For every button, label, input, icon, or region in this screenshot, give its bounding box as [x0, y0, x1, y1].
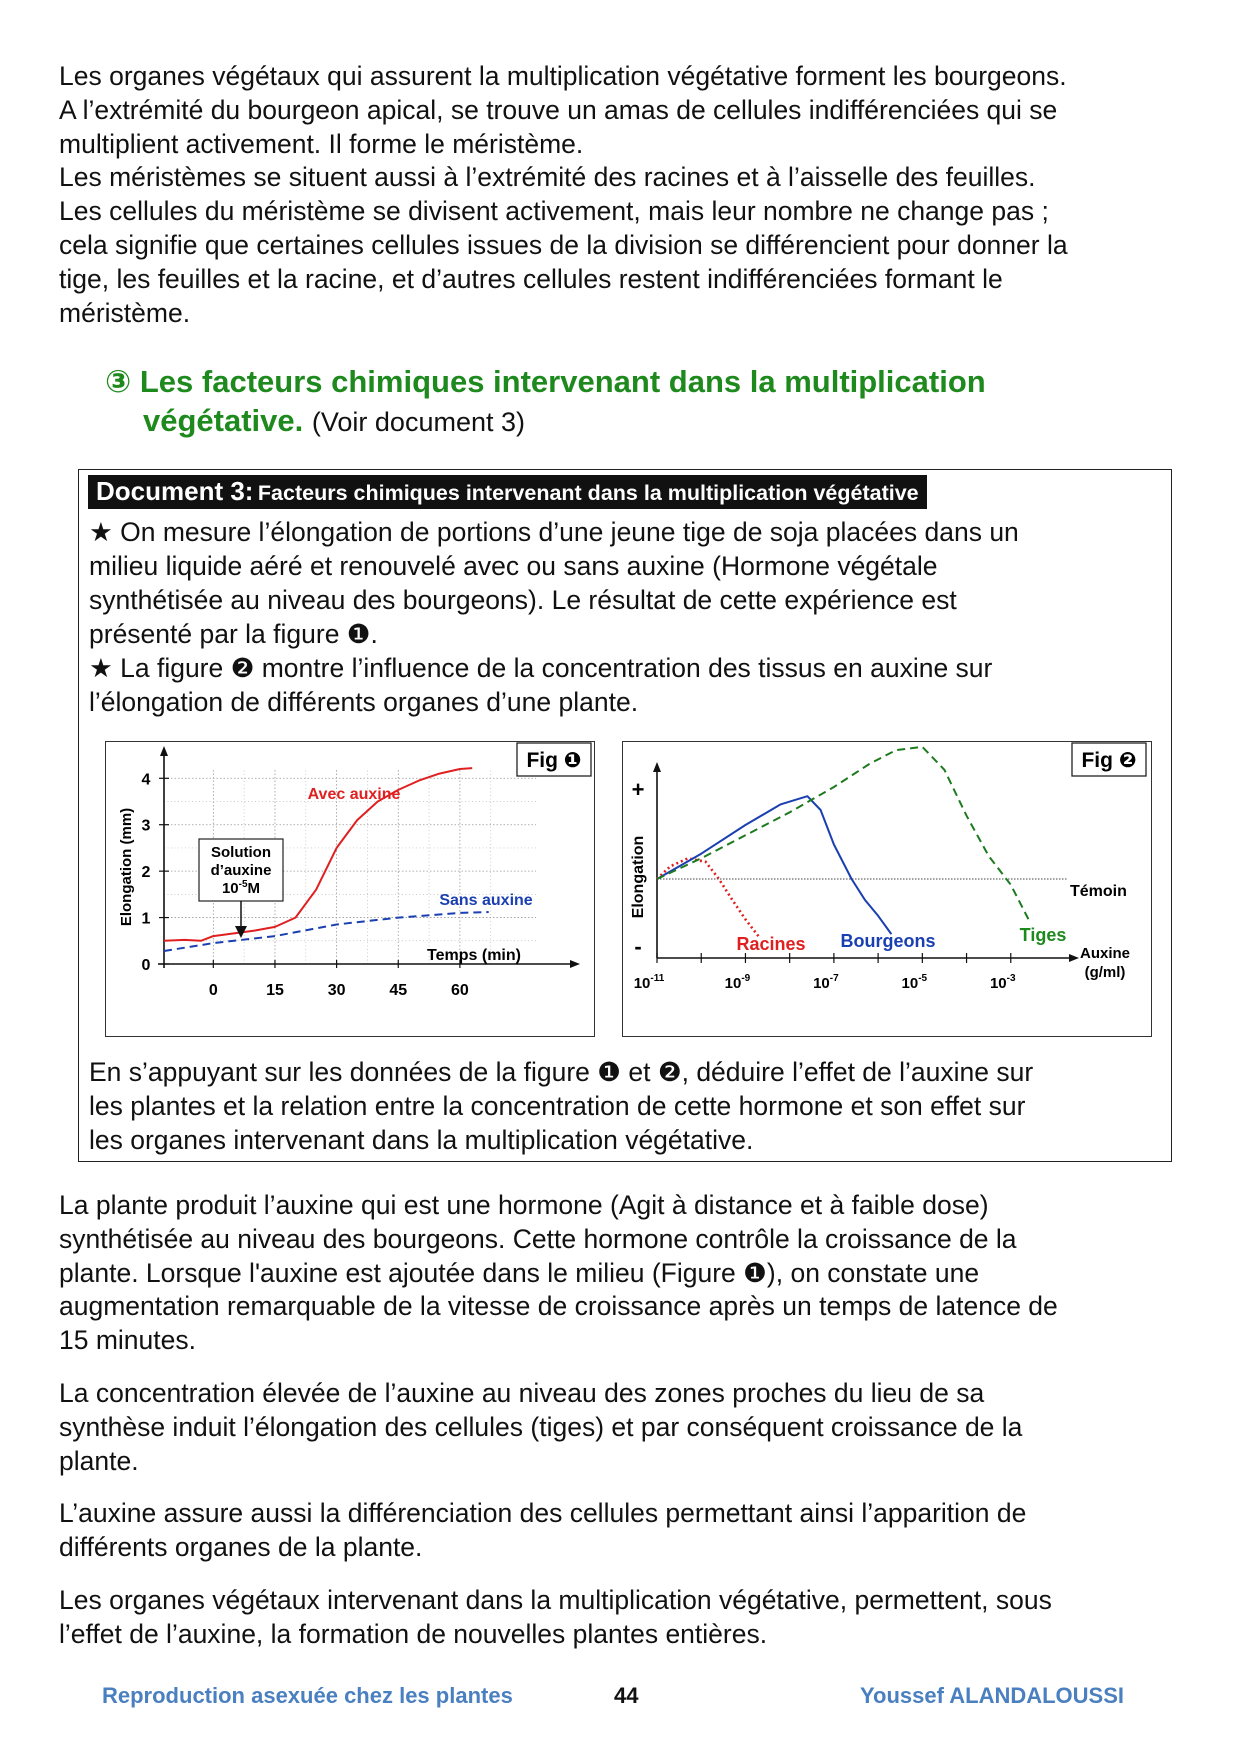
fig2-x-tick-label — [725, 973, 751, 992]
answer-paragraph — [59, 1497, 1189, 1565]
answer-paragraph — [59, 1189, 1189, 1358]
answer-line: synthèse induit l’élongation des cellules (tiges) et par conséquent croissance de la — [59, 1411, 1023, 1442]
footer-course-title: Reproduction asexuée chez les plantes — [102, 1683, 513, 1708]
fig1-x-tick-label: 0 — [208, 982, 218, 999]
question-line: les plantes et la relation entre la concentration de cette hormone et son effet sur — [89, 1091, 1026, 1121]
answer-line: l’effet de l’auxine, la formation de nouvelles plantes entières. — [59, 1618, 768, 1649]
fig2-x-axis-label-2: (g/ml) — [1084, 964, 1126, 981]
fig1-y-arrow-icon — [160, 746, 168, 756]
section-number: ③ — [105, 364, 132, 399]
annotation-unit: M — [247, 880, 261, 897]
fig1-x-tick-label: 30 — [327, 982, 346, 999]
intro-line: Les organes végétaux qui assurent la multiplication végétative forment les bourgeons. — [59, 61, 1067, 91]
figure-1-chart — [105, 741, 595, 1037]
figure-2-chart — [622, 741, 1152, 1037]
fig2-tick-exponent: -7 — [829, 973, 839, 984]
answer-paragraph — [59, 1584, 1189, 1652]
fig2-series-label-bourgeons: Bourgeons — [840, 931, 936, 951]
intro-line: A l’extrémité du bourgeon apical, se trouve un amas de cellules indifférenciées qui se — [59, 94, 1058, 125]
intro-line: cela signifie que certaines cellules issues de la division se différencient pour donner la — [59, 229, 1068, 260]
fig2-reference-label: Témoin — [1070, 883, 1127, 900]
fig2-y-arrow-icon — [653, 762, 661, 772]
answer-line: 15 minutes. — [59, 1325, 196, 1356]
fig1-x-axis-label: Temps (min) — [427, 947, 521, 964]
document-text — [89, 515, 1019, 719]
figure-1-svg — [106, 742, 593, 1035]
document-text-line: présenté par la figure ❶. — [89, 619, 378, 649]
fig2-y-axis-label: Elongation — [630, 835, 647, 919]
fig1-x-tick-label: 60 — [451, 982, 469, 999]
answer-section — [59, 1189, 1189, 1671]
annotation-line2: d’auxine — [210, 862, 272, 879]
fig2-tick-base: 10 — [813, 975, 830, 992]
answer-line: synthétisée au niveau des bourgeons. Cette hormone contrôle la croissance de la — [59, 1223, 1017, 1254]
fig2-tick-base: 10 — [724, 975, 742, 992]
fig1-x-tick-label: 45 — [389, 982, 408, 999]
fig2-tick-exponent: -11 — [650, 973, 665, 984]
fig2-tick-base: 10 — [633, 975, 651, 992]
fig1-solution-annotation — [199, 839, 283, 938]
answer-line: La plante produit l’auxine qui est une hormone (Agit à distance et à faible dose) — [59, 1190, 989, 1220]
document-text-line: l’élongation de différents organes d’une plante. — [89, 687, 639, 717]
fig2-x-tick-label — [902, 973, 928, 992]
annotation-exponent: -5 — [238, 879, 248, 890]
fig2-tick-exponent: -3 — [1006, 973, 1016, 984]
answer-line: L’auxine assure aussi la différenciation des cellules permettant ainsi l’apparition de — [59, 1498, 1027, 1529]
section-title-line1: Les facteurs chimiques intervenant dans la multiplication — [139, 364, 986, 399]
fig1-series-label-sans: Sans auxine — [439, 892, 533, 909]
answer-line: plante. Lorsque l'auxine est ajoutée dans le milieu (Figure ❶), on constate une — [59, 1257, 980, 1288]
intro-line: multiplient activement. Il forme le méristème. — [59, 128, 584, 159]
answer-line: plante. — [59, 1445, 139, 1476]
fig2-series-label-tiges: Tiges — [1019, 925, 1067, 945]
fig2-y-minus: - — [634, 934, 642, 959]
fig1-title-box — [517, 743, 591, 776]
document-text-line: ★ On mesure l’élongation de portions d’une jeune tige de soja placées dans un — [89, 517, 1019, 547]
section-title-line2: végétative. — [143, 403, 304, 438]
section-heading — [105, 362, 986, 442]
fig2-x-arrow-icon — [1069, 954, 1079, 962]
fig2-tick-exponent: -9 — [741, 973, 751, 984]
fig2-x-tick-label — [990, 973, 1016, 992]
intro-paragraph — [59, 60, 1189, 330]
fig1-y-axis-label: Elongation (mm) — [118, 807, 135, 927]
document-text-line: ★ La figure ❷ montre l’influence de la concentration des tissus en auxine sur — [89, 653, 993, 683]
answer-line: différents organes de la plante. — [59, 1532, 423, 1563]
answer-line: Les organes végétaux intervenant dans la multiplication végétative, permettent, sous — [59, 1584, 1052, 1615]
fig2-series-bourgeons — [657, 796, 891, 934]
fig1-y-tick-label: 0 — [141, 957, 151, 974]
fig2-tick-base: 10 — [901, 975, 919, 992]
document-text-line: synthétisée au niveau des bourgeons). Le résultat de cette expérience est — [89, 585, 957, 615]
fig1-y-tick-label: 3 — [141, 817, 151, 835]
document-text-line: milieu liquide aéré et renouvelé avec ou sans auxine (Hormone végétale — [89, 551, 938, 581]
footer-author: Youssef ALANDALOUSSI — [860, 1683, 1125, 1708]
intro-line: méristème. — [59, 297, 191, 328]
fig2-tick-exponent: -5 — [918, 973, 928, 984]
fig1-x-arrow-icon — [570, 960, 580, 968]
fig2-tick-base: 10 — [989, 975, 1007, 992]
fig1-x-tick-label: 15 — [266, 982, 284, 999]
fig2-x-axis-label-1: Auxine — [1079, 945, 1131, 962]
fig1-y-tick-label: 2 — [141, 864, 151, 882]
intro-line: tige, les feuilles et la racine, et d’autres cellules restent indifférenciées formant le — [59, 263, 1003, 294]
fig2-title: Fig ❷ — [1081, 749, 1137, 772]
fig2-title-box — [1072, 743, 1146, 776]
fig1-series-label-avec: Avec auxine — [307, 786, 401, 803]
answer-paragraph — [59, 1377, 1189, 1478]
fig1-y-tick-label: 1 — [141, 910, 151, 928]
fig1-title: Fig ❶ — [526, 749, 582, 772]
footer-page-number: 44 — [614, 1683, 639, 1708]
document-question — [89, 1055, 1033, 1157]
document-title-bar — [88, 475, 927, 509]
answer-line: augmentation remarquable de la vitesse de croissance après un temps de latence de — [59, 1291, 1058, 1322]
intro-line: Les cellules du méristème se divisent activement, mais leur nombre ne change pas ; — [59, 196, 1049, 227]
figure-2-svg — [623, 742, 1150, 1035]
fig2-series-label-racines: Racines — [736, 934, 806, 954]
intro-line: Les méristèmes se situent aussi à l’extrémité des racines et à l’aisselle des feuilles. — [59, 162, 1036, 193]
document-label: Document 3: — [96, 476, 254, 506]
fig1-y-tick-label: 4 — [141, 771, 151, 789]
answer-line: La concentration élevée de l’auxine au niveau des zones proches du lieu de sa — [59, 1377, 985, 1408]
document-title: Facteurs chimiques intervenant dans la multiplication végétative — [257, 481, 919, 505]
question-line: les organes intervenant dans la multiplication végétative. — [89, 1125, 754, 1155]
document-box — [78, 469, 1172, 1162]
fig2-y-plus: + — [631, 777, 645, 802]
question-line: En s’appuyant sur les données de la figure ❶ et ❷, déduire l’effet de l’auxine sur — [89, 1057, 1034, 1087]
annotation-line1: Solution — [211, 844, 271, 861]
document-reference: (Voir document 3) — [311, 407, 525, 437]
fig2-x-tick-label — [634, 973, 665, 992]
fig2-series-tiges — [657, 747, 1029, 920]
annotation-base: 10 — [221, 880, 239, 897]
fig2-x-tick-label — [813, 973, 839, 992]
